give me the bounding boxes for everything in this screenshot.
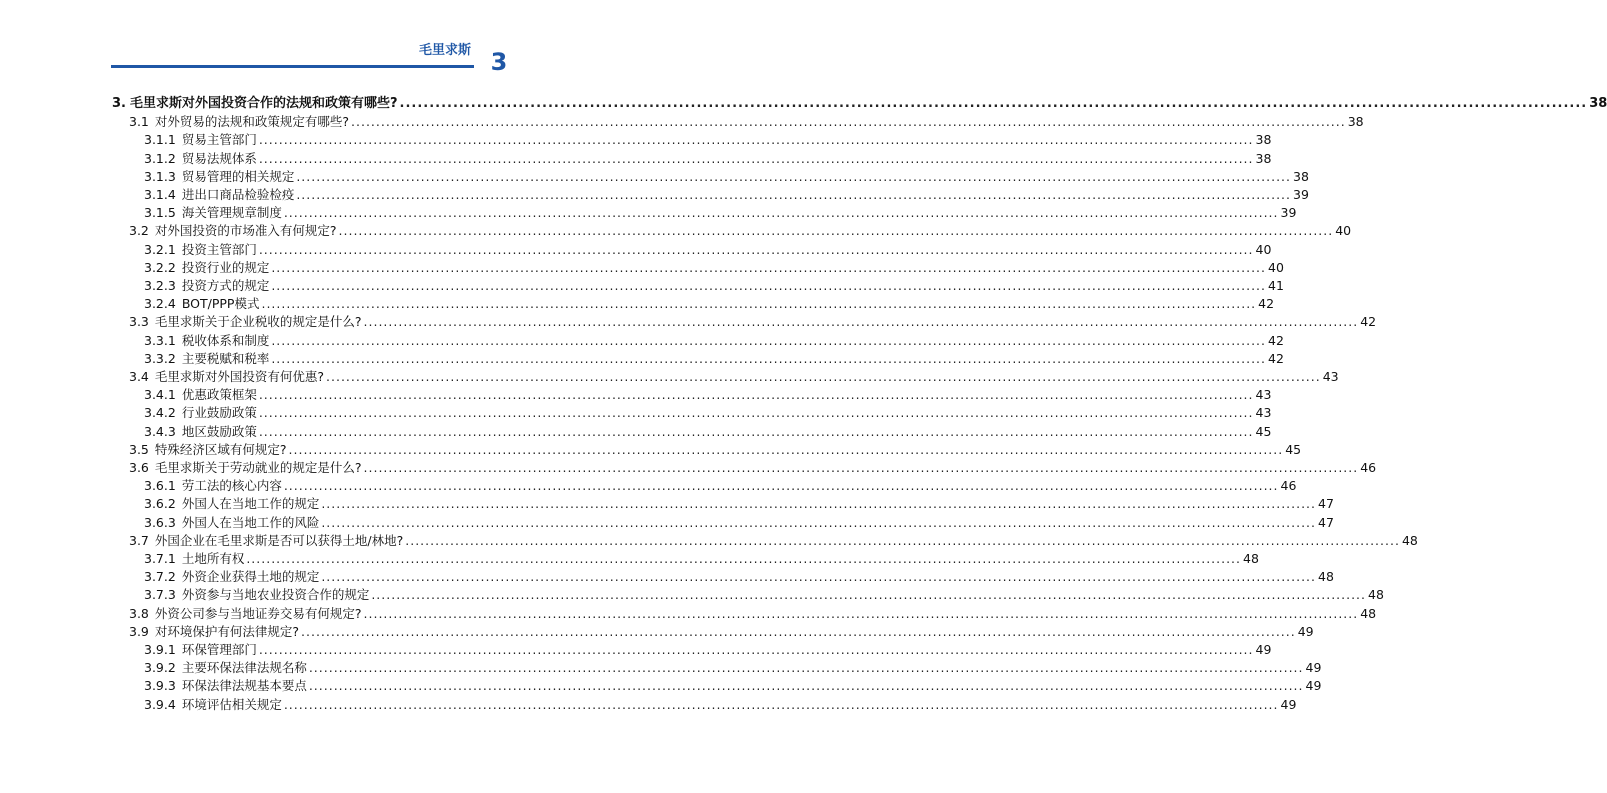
toc-entry-page: 46 [1360, 460, 1377, 475]
toc-entry-number: 3.1.2 [144, 150, 176, 166]
toc-entry[interactable] [144, 496, 1334, 512]
toc-entry-page: 49 [1280, 696, 1297, 712]
toc-entry-page: 40 [1335, 223, 1352, 239]
toc-entry-number: 3.1 [129, 114, 149, 130]
toc-entry-page: 48 [1318, 569, 1334, 585]
toc-dot-leader: ........................................................................................................................................................................................................ [258, 405, 1254, 421]
toc-entry-title: 投资行业的规定 [181, 259, 270, 275]
toc-entry-title: 外国企业在毛里求斯是否可以获得土地/林地? [154, 532, 404, 548]
toc-entry[interactable] [144, 187, 1309, 203]
toc-entry-title: 贸易管理的相关规定 [181, 168, 295, 184]
toc-dot-leader: ........................................................................................................................................................................................................ [301, 623, 1296, 639]
toc-dot-leader: ........................................................................................................................................................................................................ [258, 241, 1254, 257]
toc-entry-title: 特殊经济区域有何规定? [154, 441, 287, 457]
toc-entry-number: 3.2 [129, 223, 149, 239]
toc-entry[interactable] [129, 460, 1377, 476]
toc-dot-leader: ........................................................................................................................................................................................................ [271, 259, 1267, 275]
toc-entry-page: 43 [1255, 387, 1272, 403]
toc-entry-title: 投资主管部门 [181, 241, 257, 257]
toc-dot-leader: ........................................................................................................................................................................................................ [321, 496, 1317, 512]
toc-entry-number: 3.1.5 [144, 205, 176, 221]
toc-entry-number: 3.6.1 [144, 478, 176, 494]
toc-entry-number: 3.8 [129, 605, 149, 621]
toc-entry[interactable] [129, 532, 1418, 549]
toc-dot-leader: ........................................................................................................................................................................................................ [271, 332, 1267, 348]
toc-dot-leader: ........................................................................................................................................................................................................ [271, 350, 1267, 366]
toc-dot-leader: ........................................................................................................................................................................................................ [258, 150, 1254, 166]
toc-entry-number: 3.3.2 [144, 350, 176, 366]
toc-entry-page: 43 [1322, 369, 1339, 384]
toc-entry-number: 3.5 [129, 441, 149, 457]
toc-entry-title: BOT/PPP模式 [181, 296, 260, 312]
toc-dot-leader: ........................................................................................................................................................................................................ [308, 678, 1304, 694]
toc-entry-page: 42 [1268, 332, 1284, 348]
toc-entry-title: 外资企业获得土地的规定 [181, 569, 320, 585]
toc-entry[interactable] [144, 241, 1272, 258]
toc-dot-leader: ........................................................................................................................................................................................................ [246, 551, 1242, 566]
toc-entry[interactable] [144, 296, 1275, 312]
toc-dot-leader: ........................................................................................................................................................................................................ [258, 642, 1254, 657]
toc-dot-leader: ........................................................................................................................................................................................................ [296, 187, 1292, 202]
toc-entry-page: 42 [1258, 296, 1275, 312]
toc-entry-number: 3.6.2 [144, 496, 176, 512]
page-number: 3 [490, 48, 508, 76]
toc-entry-page: 39 [1293, 187, 1309, 202]
toc-entry[interactable] [129, 114, 1364, 130]
toc-entry-number: 3.1.1 [144, 132, 176, 148]
toc-entry[interactable] [144, 478, 1297, 494]
toc-entry-page: 42 [1268, 350, 1284, 366]
toc-entry-page: 47 [1318, 514, 1334, 530]
toc-entry-title: 海关管理规章制度 [181, 205, 282, 221]
toc-entry-number: 3.6 [129, 460, 149, 475]
toc-entry[interactable] [144, 696, 1297, 713]
toc-entry-number: 3.2.2 [144, 259, 176, 275]
toc-dot-leader: ........................................................................................................................................................................................................ [258, 132, 1254, 148]
toc-dot-leader: ........................................................................................................................................................................................................ [399, 96, 1588, 111]
toc-entry-number: 3.6.3 [144, 514, 176, 530]
toc-entry-title: 环保管理部门 [181, 642, 257, 657]
toc-entry[interactable] [129, 605, 1377, 622]
toc-entry[interactable] [144, 205, 1297, 221]
toc-entry[interactable] [144, 642, 1272, 658]
toc-entry-title: 对环境保护有何法律规定? [154, 623, 300, 639]
toc-entry[interactable] [144, 332, 1284, 349]
toc-dot-leader: ........................................................................................................................................................................................................ [288, 441, 1284, 457]
toc-dot-leader: ........................................................................................................................................................................................................ [283, 696, 1279, 712]
toc-dot-leader: ........................................................................................................................................................................................................ [261, 296, 1257, 312]
toc-entry[interactable] [144, 551, 1259, 567]
toc-entry-title: 贸易主管部门 [181, 132, 257, 148]
toc-entry-title: 外资参与当地农业投资合作的规定 [181, 587, 370, 603]
toc-entry-number: 3.2.1 [144, 241, 176, 257]
toc-entry[interactable] [144, 387, 1272, 403]
toc-entry-number: 3.4.2 [144, 405, 176, 421]
toc-entry[interactable] [112, 96, 1607, 112]
toc-entry[interactable] [144, 259, 1284, 276]
toc-entry-number: 3.9 [129, 623, 149, 639]
toc-dot-leader: ........................................................................................................................................................................................................ [321, 514, 1317, 530]
toc-dot-leader: ........................................................................................................................................................................................................ [326, 369, 1321, 384]
toc-entry-page: 38 [1347, 114, 1364, 130]
toc-entry-title: 外国人在当地工作的规定 [181, 496, 320, 512]
toc-entry-title: 环保法律法规基本要点 [181, 678, 307, 694]
toc-entry[interactable] [144, 350, 1284, 367]
toc-dot-leader: ........................................................................................................................................................................................................ [308, 660, 1304, 676]
toc-entry-page: 43 [1255, 405, 1272, 421]
toc-entry-page: 38 [1255, 132, 1272, 148]
toc-entry-title: 毛里求斯关于企业税收的规定是什么? [154, 314, 362, 330]
toc-entry-number: 3.7 [129, 532, 149, 548]
toc-entry-page: 45 [1285, 441, 1302, 457]
toc-entry-page: 49 [1305, 660, 1322, 676]
toc-entry-title: 优惠政策框架 [181, 387, 257, 403]
toc-entry[interactable] [144, 278, 1284, 294]
toc-entry-number: 3.9.1 [144, 642, 176, 657]
toc-entry-number: 3.9.4 [144, 696, 176, 712]
toc-dot-leader: ........................................................................................................................................................................................................ [258, 387, 1254, 403]
toc-entry-page: 46 [1280, 478, 1297, 494]
toc-entry-number: 3.4.3 [144, 423, 176, 439]
toc-entry[interactable] [129, 441, 1302, 458]
toc-dot-leader: ........................................................................................................................................................................................................ [258, 423, 1254, 439]
toc-dot-leader: ........................................................................................................................................................................................................ [283, 478, 1279, 494]
toc-entry-page: 48 [1243, 551, 1259, 566]
toc-entry-number: 3.3 [129, 314, 149, 330]
toc-entry[interactable] [129, 623, 1314, 640]
toc-entry-number: 3.9.2 [144, 660, 176, 676]
toc-entry-page: 38 [1589, 96, 1607, 111]
toc-entry-title: 外国人在当地工作的风险 [181, 514, 320, 530]
toc-dot-leader: ........................................................................................................................................................................................................ [296, 168, 1292, 184]
toc-dot-leader: ........................................................................................................................................................................................................ [363, 605, 1359, 621]
toc-entry[interactable] [144, 678, 1322, 694]
toc-entry-page: 49 [1305, 678, 1322, 694]
toc-entry[interactable] [129, 369, 1339, 385]
toc-entry-title: 劳工法的核心内容 [181, 478, 282, 494]
toc-entry[interactable] [144, 569, 1334, 585]
toc-entry-title: 主要环保法律法规名称 [181, 660, 307, 676]
toc-entry-page: 47 [1318, 496, 1334, 512]
toc-entry[interactable] [144, 168, 1309, 185]
toc-entry[interactable] [144, 660, 1322, 676]
toc-entry-title: 行业鼓励政策 [181, 405, 257, 421]
toc-entry-title: 毛里求斯对外国投资有何优惠? [154, 369, 325, 384]
toc-entry-number: 3. [112, 96, 126, 111]
toc-entry-page: 48 [1401, 532, 1418, 548]
toc-entry[interactable] [144, 423, 1272, 440]
toc-entry-number: 3.4.1 [144, 387, 176, 403]
toc-entry-page: 45 [1255, 423, 1272, 439]
toc-entry-title: 对外贸易的法规和政策规定有哪些? [154, 114, 350, 130]
toc-entry-page: 39 [1280, 205, 1297, 221]
toc-entry[interactable] [129, 314, 1377, 330]
toc-entry-page: 38 [1293, 168, 1309, 184]
toc-entry-title: 毛里求斯对外国投资合作的法规和政策有哪些? [129, 96, 398, 111]
toc-entry-number: 3.7.2 [144, 569, 176, 585]
toc-entry-page: 40 [1255, 241, 1272, 257]
toc-entry-page: 48 [1368, 587, 1384, 603]
toc-entry[interactable] [144, 132, 1272, 148]
toc-entry-title: 进出口商品检验检疫 [181, 187, 295, 202]
toc-entry-page: 48 [1360, 605, 1377, 621]
toc-dot-leader: ........................................................................................................................................................................................................ [363, 314, 1359, 330]
toc-dot-leader: ........................................................................................................................................................................................................ [371, 587, 1367, 603]
toc-dot-leader: ........................................................................................................................................................................................................ [363, 460, 1359, 475]
toc-entry-number: 3.1.4 [144, 187, 176, 202]
toc-entry-title: 贸易法规体系 [181, 150, 257, 166]
toc-entry-number: 3.2.3 [144, 278, 176, 293]
header-country-name: 毛里求斯 [418, 43, 471, 58]
toc-entry[interactable] [144, 405, 1272, 421]
toc-entry-number: 3.4 [129, 369, 149, 384]
toc-entry-number: 3.7.3 [144, 587, 176, 603]
toc-dot-leader: ........................................................................................................................................................................................................ [338, 223, 1334, 239]
toc-entry-number: 3.2.4 [144, 296, 176, 312]
toc-dot-leader: ........................................................................................................................................................................................................ [271, 278, 1267, 293]
toc-entry-number: 3.1.3 [144, 168, 176, 184]
toc-entry-page: 49 [1297, 623, 1314, 639]
toc-dot-leader: ........................................................................................................................................................................................................ [321, 569, 1317, 585]
toc-entry-page: 42 [1360, 314, 1377, 330]
toc-entry[interactable] [144, 587, 1384, 603]
toc-entry-title: 对外国投资的市场准入有何规定? [154, 223, 337, 239]
toc-dot-leader: ........................................................................................................................................................................................................ [351, 114, 1346, 130]
toc-entry-page: 38 [1255, 150, 1272, 166]
toc-entry-title: 主要税赋和税率 [181, 350, 270, 366]
toc-entry-page: 49 [1255, 642, 1272, 657]
toc-entry[interactable] [129, 223, 1352, 239]
toc-dot-leader: ........................................................................................................................................................................................................ [283, 205, 1279, 221]
toc-entry-page: 41 [1268, 278, 1284, 293]
toc-entry-title: 毛里求斯关于劳动就业的规定是什么? [154, 460, 362, 475]
toc-entry-number: 3.3.1 [144, 332, 176, 348]
toc-entry-title: 地区鼓励政策 [181, 423, 257, 439]
toc-entry-title: 土地所有权 [181, 551, 245, 566]
toc-entry-title: 税收体系和制度 [181, 332, 270, 348]
toc-entry-number: 3.7.1 [144, 551, 176, 566]
toc-entry-page: 40 [1268, 259, 1284, 275]
toc-dot-leader: ........................................................................................................................................................................................................ [405, 532, 1400, 548]
toc-entry-title: 投资方式的规定 [181, 278, 270, 293]
toc-entry[interactable] [144, 150, 1272, 167]
toc-entry-title: 外资公司参与当地证券交易有何规定? [154, 605, 362, 621]
toc-entry-title: 环境评估相关规定 [181, 696, 282, 712]
header-rule [111, 65, 474, 68]
toc-entry-number: 3.9.3 [144, 678, 176, 694]
toc-entry[interactable] [144, 514, 1334, 531]
